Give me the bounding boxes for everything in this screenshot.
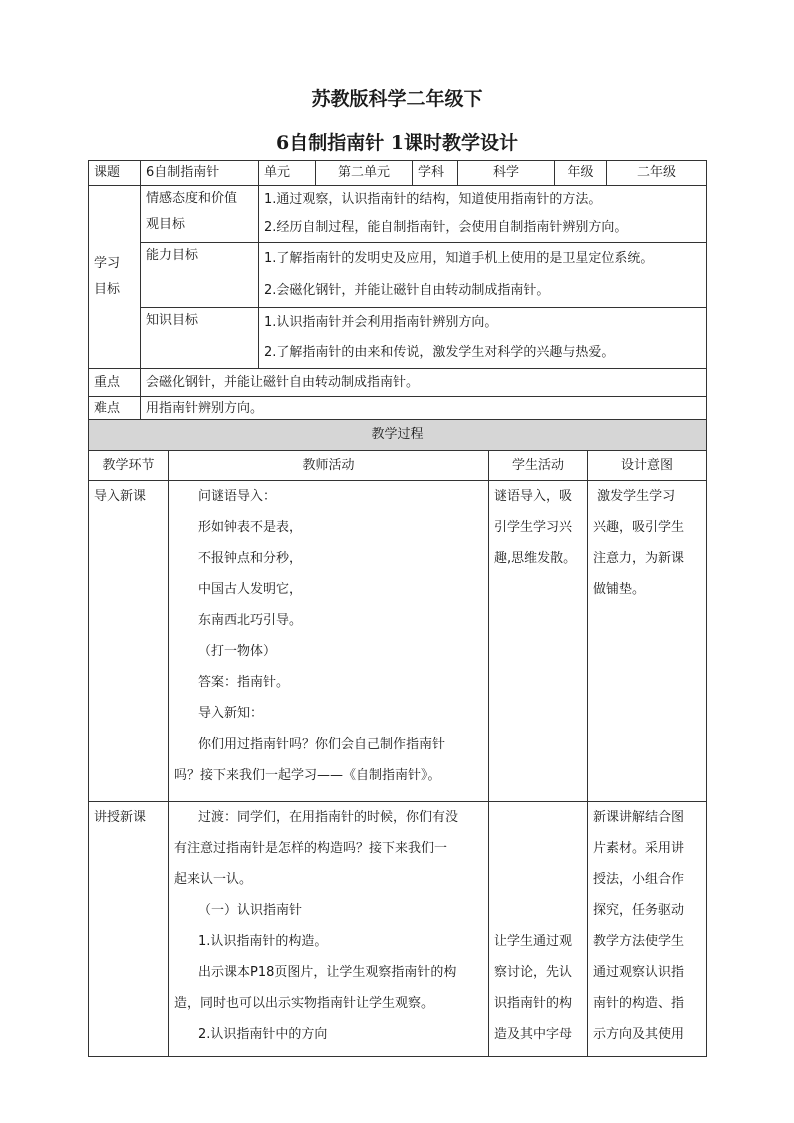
teacher-line: 导入新知： [198, 706, 264, 721]
goal-name-cell [141, 308, 259, 369]
key-point-value: 会磁化钢针，并能让磁针自由转动制成指南针。 [141, 369, 707, 397]
process-heading: 教学过程 [89, 420, 707, 451]
teacher-line: 形如钟表不是表， [198, 520, 303, 535]
teacher-line: （一）认识指南针 [198, 903, 303, 918]
teacher-line: 吗？接下来我们一起学习——《自制指南针》。 [174, 768, 441, 783]
student-line [494, 802, 582, 833]
intent-line: 南针的构造、指 [593, 996, 685, 1011]
goal-name: 知识目标 [146, 313, 199, 328]
page-title: 苏教版科学二年级下 [311, 88, 483, 110]
difficulty-value: 用指南针辨别方向。 [141, 397, 707, 422]
topic-label: 课题 [89, 161, 141, 186]
intent-line: 新课讲解结合图 [593, 810, 685, 825]
info-goals-table [88, 160, 707, 422]
goal-line: 1.认识指南针并会利用指南针辨别方向。 [264, 315, 498, 330]
student-line: 让学生通过观 [494, 934, 573, 949]
goal-content [259, 186, 707, 243]
student-activity-cell [489, 481, 588, 802]
stage-cell: 导入新课 [89, 481, 169, 802]
goals-label-cell [89, 186, 141, 369]
teacher-line: 2.认识指南针中的方向 [198, 1027, 328, 1042]
goal-line: 1.了解指南针的发明史及应用，知道手机上使用的是卫星定位系统。 [264, 251, 654, 266]
student-line [494, 864, 582, 895]
student-line [494, 895, 582, 926]
goal-content [259, 308, 707, 369]
teacher-line: 起来认一认。 [174, 872, 253, 887]
intent-line: 示方向及其使用 [593, 1027, 685, 1042]
student-line: 察讨论，先认 [494, 965, 573, 980]
goal-name-cell [141, 186, 259, 243]
key-point-row [89, 369, 707, 397]
goals-label-line2: 目标 [94, 282, 121, 297]
teacher-line: 1.认识指南针的构造。 [198, 934, 328, 949]
unit-label: 单元 [259, 161, 316, 186]
student-line: 造及其中字母 [494, 1027, 573, 1042]
teacher-activity-cell [169, 802, 489, 1057]
intent-line: 授法，小组合作 [593, 872, 685, 887]
process-table [88, 419, 707, 1057]
stage-cell: 讲授新课 [89, 802, 169, 1057]
unit-value: 第二单元 [316, 161, 413, 186]
teacher-line: 不报钟点和分秒， [198, 551, 303, 566]
intent-line: 做铺垫。 [593, 582, 646, 597]
design-intent-cell [588, 481, 707, 802]
process-row [89, 481, 707, 802]
student-line: 引学生学习兴 [494, 520, 573, 535]
intent-line: 教学方法使学生 [593, 934, 685, 949]
goal-line: 2.经历自制过程，能自制指南针，会使用自制指南针辨别方向。 [264, 220, 628, 235]
student-line [494, 833, 582, 864]
subject-label: 学科 [413, 161, 458, 186]
goal-line: 2.会磁化钢针，并能让磁针自由转动制成指南针。 [264, 283, 550, 298]
goal-name: 情感态度和价值 [146, 191, 238, 206]
goal-row [89, 308, 707, 369]
key-point-label: 重点 [89, 369, 141, 397]
teacher-activity-cell [169, 481, 489, 802]
teacher-line: （打一物体） [198, 644, 277, 659]
teacher-line: 东南西北巧引导。 [198, 613, 303, 628]
teacher-line: 中国古人发明它， [198, 582, 303, 597]
goal-name-cont: 观目标 [146, 217, 186, 232]
difficulty-row [89, 397, 707, 422]
student-activity-cell [489, 802, 588, 1057]
grade-value: 二年级 [607, 161, 707, 186]
teacher-line: 你们用过指南针吗？你们会自己制作指南针 [198, 737, 446, 752]
teacher-line: 出示课本P18页图片，让学生观察指南针的构 [198, 965, 457, 980]
intent-line: 探究，任务驱动 [593, 903, 685, 918]
intent-line: 激发学生学习 [593, 489, 676, 504]
goal-name: 能力目标 [146, 248, 199, 263]
column-header: 教师活动 [169, 451, 489, 481]
design-intent-cell [588, 802, 707, 1057]
process-header-row [89, 451, 707, 481]
student-line: 谜语导入，吸 [494, 489, 573, 504]
column-header: 设计意图 [588, 451, 707, 481]
teacher-line: 有注意过指南针是怎样的构造吗？接下来我们一 [174, 841, 448, 856]
teacher-line: 造，同时也可以出示实物指南针让学生观察。 [174, 996, 435, 1011]
goal-row [89, 243, 707, 308]
topic-value: 6自制指南针 [141, 161, 259, 186]
student-line: 趣,思维发散。 [494, 551, 577, 566]
process-heading-row [89, 420, 707, 451]
intent-line: 通过观察认识指 [593, 965, 685, 980]
teacher-line: 过渡：同学们，在用指南针的时候，你们有没 [198, 810, 459, 825]
teacher-line: 问谜语导入： [198, 489, 277, 504]
goal-name-cell [141, 243, 259, 308]
intent-line: 注意力，为新课 [593, 551, 685, 566]
goal-line: 2.了解指南针的由来和传说，激发学生对科学的兴趣与热爱。 [264, 345, 615, 360]
process-row [89, 802, 707, 1057]
subject-value: 科学 [458, 161, 555, 186]
difficulty-label: 难点 [89, 397, 141, 422]
goals-label-line1: 学习 [94, 256, 121, 271]
intent-line: 片素材。采用讲 [593, 841, 685, 856]
student-line: 识指南针的构 [494, 996, 573, 1011]
goal-row [89, 186, 707, 243]
page-subtitle: 6自制指南针 1课时教学设计 [275, 132, 519, 154]
column-header: 教学环节 [89, 451, 169, 481]
grade-label: 年级 [555, 161, 607, 186]
goal-content [259, 243, 707, 308]
teacher-line: 答案：指南针。 [198, 675, 290, 690]
intent-line: 兴趣，吸引学生 [593, 520, 685, 535]
info-row [89, 161, 707, 186]
column-header: 学生活动 [489, 451, 588, 481]
goal-line: 1.通过观察，认识指南针的结构，知道使用指南针的方法。 [264, 192, 602, 207]
